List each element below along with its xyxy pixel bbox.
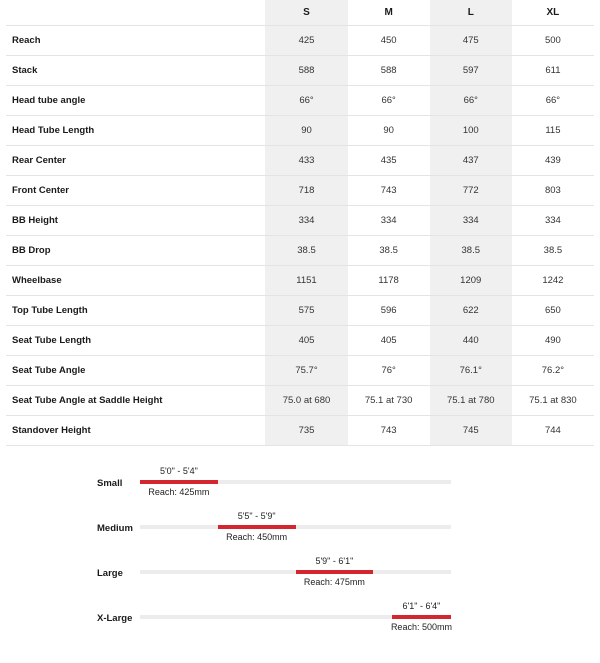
cell-value: 75.1 at 730 bbox=[348, 386, 430, 416]
cell-value: 66° bbox=[430, 86, 512, 116]
cell-value: 490 bbox=[512, 326, 594, 356]
fit-row-small bbox=[0, 466, 600, 518]
cell-value: 100 bbox=[430, 116, 512, 146]
table-header-row bbox=[6, 0, 594, 26]
fit-height-range: 5'0" - 5'4" bbox=[159, 466, 198, 476]
cell-value: 596 bbox=[348, 296, 430, 326]
fit-size-label: Medium bbox=[97, 523, 133, 534]
table-row bbox=[6, 116, 594, 146]
fit-track bbox=[140, 480, 451, 484]
cell-value: 575 bbox=[265, 296, 347, 326]
row-label: Seat Tube Length bbox=[6, 326, 265, 356]
cell-value: 334 bbox=[348, 206, 430, 236]
table-row bbox=[6, 86, 594, 116]
cell-value: 76.2° bbox=[512, 356, 594, 386]
cell-value: 803 bbox=[512, 176, 594, 206]
geometry-table bbox=[6, 0, 594, 446]
cell-value: 38.5 bbox=[348, 236, 430, 266]
fit-size-label: X-Large bbox=[97, 613, 133, 624]
cell-value: 622 bbox=[430, 296, 512, 326]
size-header-s: S bbox=[265, 0, 347, 26]
cell-value: 66° bbox=[348, 86, 430, 116]
fit-row-large bbox=[0, 556, 600, 608]
table-row bbox=[6, 176, 594, 206]
cell-value: 1242 bbox=[512, 266, 594, 296]
cell-value: 90 bbox=[265, 116, 347, 146]
row-label: Front Center bbox=[6, 176, 265, 206]
row-label: Top Tube Length bbox=[6, 296, 265, 326]
table-row bbox=[6, 416, 594, 446]
cell-value: 334 bbox=[430, 206, 512, 236]
row-label: Seat Tube Angle bbox=[6, 356, 265, 386]
fit-row-x-large bbox=[0, 601, 600, 653]
cell-value: 115 bbox=[512, 116, 594, 146]
table-row bbox=[6, 356, 594, 386]
table-row bbox=[6, 206, 594, 236]
row-label: Wheelbase bbox=[6, 266, 265, 296]
cell-value: 334 bbox=[512, 206, 594, 236]
cell-value: 440 bbox=[430, 326, 512, 356]
fit-track bbox=[140, 615, 451, 619]
cell-value: 772 bbox=[430, 176, 512, 206]
cell-value: 76.1° bbox=[430, 356, 512, 386]
cell-value: 75.0 at 680 bbox=[265, 386, 347, 416]
row-label: Seat Tube Angle at Saddle Height bbox=[6, 386, 265, 416]
cell-value: 38.5 bbox=[265, 236, 347, 266]
cell-value: 405 bbox=[265, 326, 347, 356]
table-row bbox=[6, 386, 594, 416]
fit-height-range: 5'5" - 5'9" bbox=[237, 511, 276, 521]
size-header-l: L bbox=[430, 0, 512, 26]
fit-height-range: 5'9" - 6'1" bbox=[315, 556, 354, 566]
cell-value: 76° bbox=[348, 356, 430, 386]
cell-value: 735 bbox=[265, 416, 347, 446]
cell-value: 650 bbox=[512, 296, 594, 326]
fit-reach-label: Reach: 475mm bbox=[303, 577, 365, 587]
cell-value: 745 bbox=[430, 416, 512, 446]
cell-value: 718 bbox=[265, 176, 347, 206]
cell-value: 439 bbox=[512, 146, 594, 176]
fit-size-label: Large bbox=[97, 568, 123, 579]
table-row bbox=[6, 296, 594, 326]
cell-value: 743 bbox=[348, 176, 430, 206]
cell-value: 38.5 bbox=[512, 236, 594, 266]
cell-value: 405 bbox=[348, 326, 430, 356]
cell-value: 66° bbox=[265, 86, 347, 116]
cell-value: 75.1 at 780 bbox=[430, 386, 512, 416]
cell-value: 475 bbox=[430, 26, 512, 56]
table-row bbox=[6, 26, 594, 56]
cell-value: 597 bbox=[430, 56, 512, 86]
table-row bbox=[6, 326, 594, 356]
fit-track bbox=[140, 570, 451, 574]
cell-value: 425 bbox=[265, 26, 347, 56]
fit-range-bar bbox=[296, 570, 374, 574]
fit-range-bar bbox=[140, 480, 218, 484]
fit-size-label: Small bbox=[97, 478, 123, 489]
cell-value: 66° bbox=[512, 86, 594, 116]
table-row bbox=[6, 236, 594, 266]
fit-reach-label: Reach: 425mm bbox=[148, 487, 210, 497]
size-fit-chart bbox=[0, 455, 600, 663]
cell-value: 1151 bbox=[265, 266, 347, 296]
table-row bbox=[6, 146, 594, 176]
cell-value: 743 bbox=[348, 416, 430, 446]
fit-reach-label: Reach: 500mm bbox=[390, 622, 452, 632]
cell-value: 588 bbox=[348, 56, 430, 86]
header-label-cell bbox=[6, 0, 265, 26]
row-label: BB Height bbox=[6, 206, 265, 236]
cell-value: 334 bbox=[265, 206, 347, 236]
table-row bbox=[6, 266, 594, 296]
fit-row-medium bbox=[0, 511, 600, 563]
fit-track bbox=[140, 525, 451, 529]
cell-value: 437 bbox=[430, 146, 512, 176]
cell-value: 588 bbox=[265, 56, 347, 86]
cell-value: 433 bbox=[265, 146, 347, 176]
row-label: BB Drop bbox=[6, 236, 265, 266]
cell-value: 500 bbox=[512, 26, 594, 56]
row-label: Rear Center bbox=[6, 146, 265, 176]
cell-value: 1178 bbox=[348, 266, 430, 296]
cell-value: 75.1 at 830 bbox=[512, 386, 594, 416]
size-header-xl: XL bbox=[512, 0, 594, 26]
geometry-table-body bbox=[6, 26, 594, 446]
cell-value: 38.5 bbox=[430, 236, 512, 266]
size-header-m: M bbox=[348, 0, 430, 26]
cell-value: 75.7° bbox=[265, 356, 347, 386]
fit-reach-label: Reach: 450mm bbox=[226, 532, 288, 542]
fit-range-bar bbox=[218, 525, 296, 529]
row-label: Reach bbox=[6, 26, 265, 56]
row-label: Standover Height bbox=[6, 416, 265, 446]
table-row bbox=[6, 56, 594, 86]
cell-value: 744 bbox=[512, 416, 594, 446]
row-label: Head Tube Length bbox=[6, 116, 265, 146]
fit-height-range: 6'1" - 6'4" bbox=[402, 601, 441, 611]
row-label: Head tube angle bbox=[6, 86, 265, 116]
cell-value: 1209 bbox=[430, 266, 512, 296]
cell-value: 450 bbox=[348, 26, 430, 56]
row-label: Stack bbox=[6, 56, 265, 86]
cell-value: 435 bbox=[348, 146, 430, 176]
cell-value: 90 bbox=[348, 116, 430, 146]
fit-range-bar bbox=[392, 615, 451, 619]
cell-value: 611 bbox=[512, 56, 594, 86]
